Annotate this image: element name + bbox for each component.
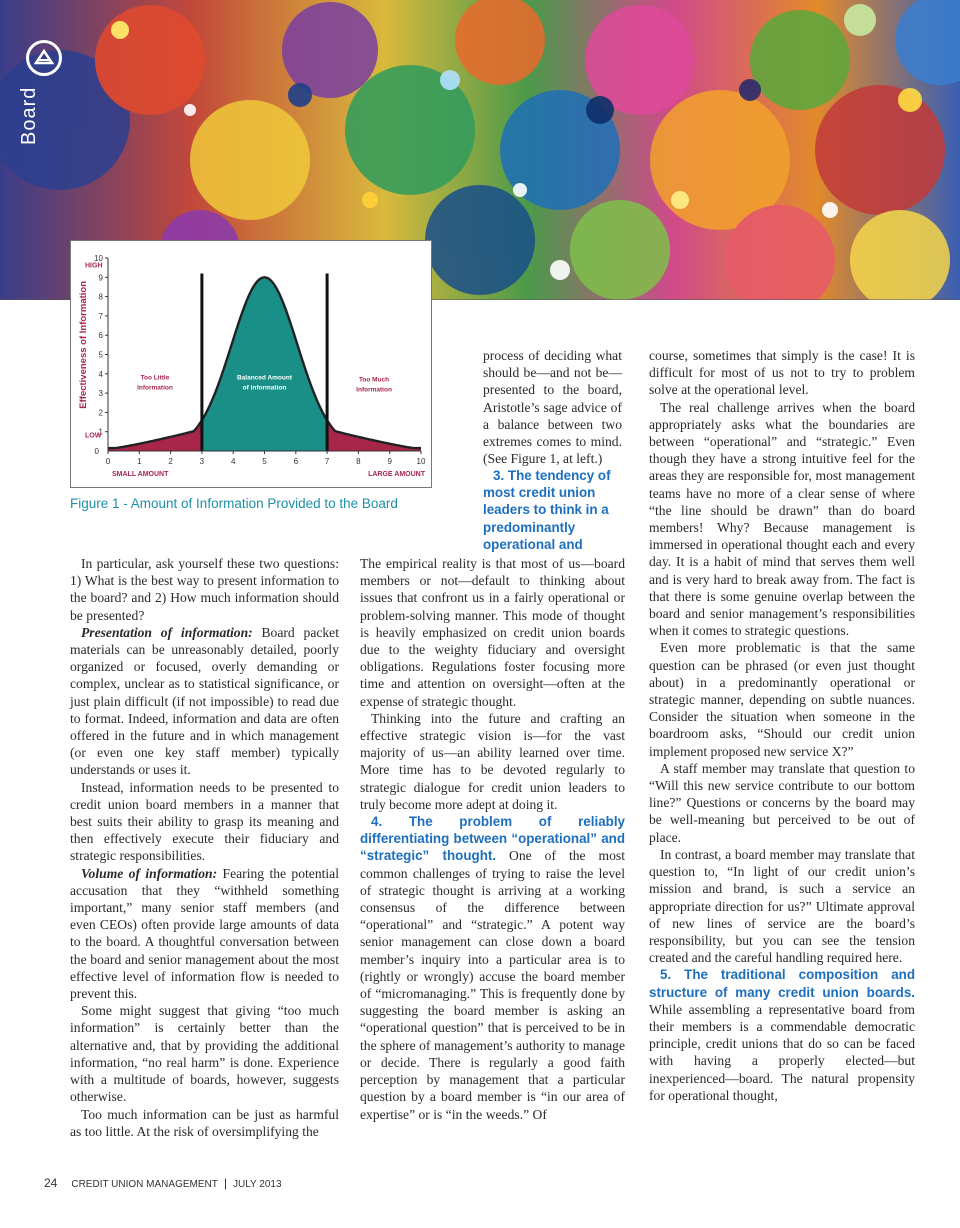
x-low-label: SMALL AMOUNT — [112, 471, 169, 478]
paragraph — [649, 347, 915, 399]
article-column-3 — [649, 347, 915, 1104]
x-tick-label: 0 — [105, 457, 111, 466]
x-tick-label: 2 — [168, 457, 173, 466]
x-tick-label: 4 — [230, 457, 236, 466]
x-tick-label: 7 — [324, 457, 330, 466]
page-footer — [44, 1176, 282, 1190]
paragraph-text: course, sometimes that simply is the case! It is difficult for most of us not to try to problem solve at the operational level. — [649, 348, 915, 398]
paragraph — [360, 555, 625, 710]
paragraph-text: In contrast, a board member may translate that question to, “In light of our credit union’s mission and brand, is such a service an appropriate direction for us?” Ultimate approval of new lines of service are the board’s responsibility, but you can see the tension created and the careful handling required here. — [649, 846, 915, 966]
y-tick-label: 10 — [94, 254, 103, 263]
paragraph — [649, 399, 915, 640]
y-tick-label: 4 — [98, 369, 103, 379]
paragraph-text: The real challenge arrives when the board appropriately asks what the boundaries are between “operational” and “strategic.” Even though they have a strong intuitive feel for the areas they are responsible for, most management teams have no more of a clear sense of where “the line should be drawn” than do board members! Why? Because management is immersed in operational thought each and every day. It is a habit of mind that serves them well and is very hard to break away from. The fact is that there is some genuine overlap between the board and senior management’s responsibilities when it comes to strategic questions. — [649, 399, 915, 639]
y-tick-label: 0 — [94, 447, 99, 456]
section-heading: 4. The problem of reliably differentiating between “operational” and “strategic” thought. — [360, 814, 625, 864]
y-low-label: LOW — [85, 432, 102, 440]
y-high-label: HIGH — [85, 262, 103, 270]
run-in-heading: Volume of information: — [81, 865, 218, 881]
y-axis-title: Effectiveness of Information — [78, 280, 89, 409]
y-tick-label: 3 — [98, 389, 103, 399]
paragraph-text: While assembling a representative board from their members is a commendable democratic principle, credit unions that do so can be faced with having a properly elected—but inexperienced—board. The natural propensity for operational thought, — [649, 1001, 915, 1103]
article-column-1 — [70, 555, 339, 1140]
region-label: Too Little — [140, 374, 170, 382]
paragraph-text: Instead, information needs to be presented to credit union board members in a manner that best suits their ability to grasp its meaning and then effectively execute their fiduciary and strategic responsibilities. — [70, 779, 339, 864]
y-tick-label: 9 — [98, 273, 103, 283]
publication-name: CREDIT UNION MANAGEMENT — [71, 1179, 218, 1190]
y-tick-label: 6 — [98, 331, 103, 341]
paragraph-text: Too much information can be just as harmful as too little. At the risk of oversimplifying the — [70, 1106, 339, 1139]
paragraph — [70, 1106, 339, 1140]
x-tick-label: 5 — [262, 457, 267, 466]
paragraph — [70, 1002, 339, 1105]
y-tick-label: 1 — [98, 427, 103, 437]
paragraph — [70, 624, 339, 779]
y-tick-label: 2 — [98, 408, 103, 418]
run-in-heading: Presentation of information: — [81, 624, 253, 640]
x-tick-label: 6 — [293, 457, 299, 466]
logo-icon — [26, 40, 62, 76]
paragraph — [649, 639, 915, 759]
paragraph — [649, 966, 915, 1104]
issue-date: JULY 2013 — [232, 1179, 282, 1190]
region-label: Balanced Amount — [236, 374, 293, 382]
x-tick-label: 8 — [356, 457, 361, 466]
section-heading-3 — [483, 467, 622, 555]
paragraph-text: A staff member may translate that question to “Will this new service contribute to our bottom line?” Questions or concerns by the board may be well-meaning but perceived to be out of place. — [649, 760, 915, 845]
section-heading: 3. The tendency of most credit union leaders to think in a predominantly operational and — [483, 468, 611, 552]
article-column-2-top — [483, 347, 622, 467]
paragraph-text: Even more problematic is that the same question can be phrased (or even just thought about) in a predominantly operational or strategic manner, depending on subtle nuances. Consider the situation when someone in the boardroom asks, “Should our credit union implement proposed new service X?” — [649, 640, 915, 759]
region-label: of Information — [242, 384, 287, 392]
paragraph: process of deciding what should be—and not be—presented to the board, Aristotle’s sage advice of a balance between two extremes comes to mind. (See Figure 1, at left.) — [483, 348, 622, 467]
article-column-2 — [360, 555, 625, 1123]
footer-separator: | — [223, 1176, 227, 1190]
paragraph — [70, 779, 339, 865]
paragraph-text: Board packet materials can be unreasonably detailed, poorly organized or focused, overly demanding or complex, unclear as to statistical significance, or just plain difficult (if not impossible) to read due to format. Indeed, information and data are often offered in the future and in which management (or even one key staff member) typically understands or uses it. — [70, 624, 339, 778]
x-tick-label: 9 — [387, 457, 392, 466]
paragraph — [70, 555, 339, 624]
y-tick-label: 5 — [98, 350, 103, 360]
region-label: Information — [137, 384, 173, 392]
section-heading: 5. The traditional composition and structure of many credit union boards. — [649, 967, 915, 1000]
region-1 — [202, 277, 327, 451]
paragraph-text: In particular, ask yourself these two questions: 1) What is the best way to present information to the board? and 2) How much information should be presented? — [70, 556, 339, 623]
paragraph-text: Fearing the potential accusation that they “withheld something important,” many senior staff members (and even CEOs) often provide large amounts of data to the board. A thoughtful conversation between the board and senior management about the most effective level of information flow is needed to prevent this. — [70, 865, 339, 1002]
y-tick-label: 8 — [98, 292, 103, 302]
y-tick-label: 7 — [98, 311, 103, 321]
figure-1-chart — [70, 240, 432, 488]
paragraph-text: The empirical reality is that most of us—board members or not—default to thinking about issues that confront us in a fairly operational or problem-solving manner. This mode of thought is heavily emphasized on credit union boards due to the weighty fiduciary and oversight obligations. Regulations foster focusing more time and attention on oversight—often at the expense of strategic thought. — [360, 556, 625, 709]
paragraph-text: Thinking into the future and crafting an effective strategic vision is—for the vast majority of us—an ability learned over time. More time has to be devoted regularly to strategic dialogue for credit union leaders to truly become more adept at doing it. — [360, 710, 625, 812]
x-tick-label: 1 — [137, 457, 142, 466]
paragraph-text: One of the most common challenges of trying to raise the level of strategic thought is arriving at a working consensus of the difference between “operational” and “strategic.” A potent way senior management can close down a board member’s inquiry into a particular area is to (rightly or wrongly) accuse the board member of “micromanaging.” This is frequently done by suggesting the board member is asking an “operational question” that is perceived to be in the sphere of management’s authority to manage or decide. There is regularly a good faith perception by management that a particular question by a board member is “in our area of expertise” or is “in the weeds.” Of — [360, 848, 625, 1122]
x-tick-label: 3 — [199, 457, 205, 466]
paragraph-text: Some might suggest that giving “too much information” is certainly better than the alternative and, that by providing the additional information, “no real harm” is done. Experience with a multitude of boards, however, suggests otherwise. — [70, 1003, 339, 1105]
figure-caption: Figure 1 - Amount of Information Provided to the Board — [70, 496, 398, 511]
section-label: Board — [18, 86, 40, 145]
paragraph — [70, 865, 339, 1003]
paragraph — [360, 813, 625, 1123]
region-label: Information — [356, 386, 392, 394]
region-label: Too Much — [358, 376, 390, 384]
paragraph — [649, 846, 915, 966]
paragraph — [360, 710, 625, 813]
x-high-label: LARGE AMOUNT — [368, 471, 425, 478]
page-number: 24 — [44, 1176, 58, 1190]
x-tick-label: 10 — [416, 457, 426, 466]
paragraph — [649, 760, 915, 846]
